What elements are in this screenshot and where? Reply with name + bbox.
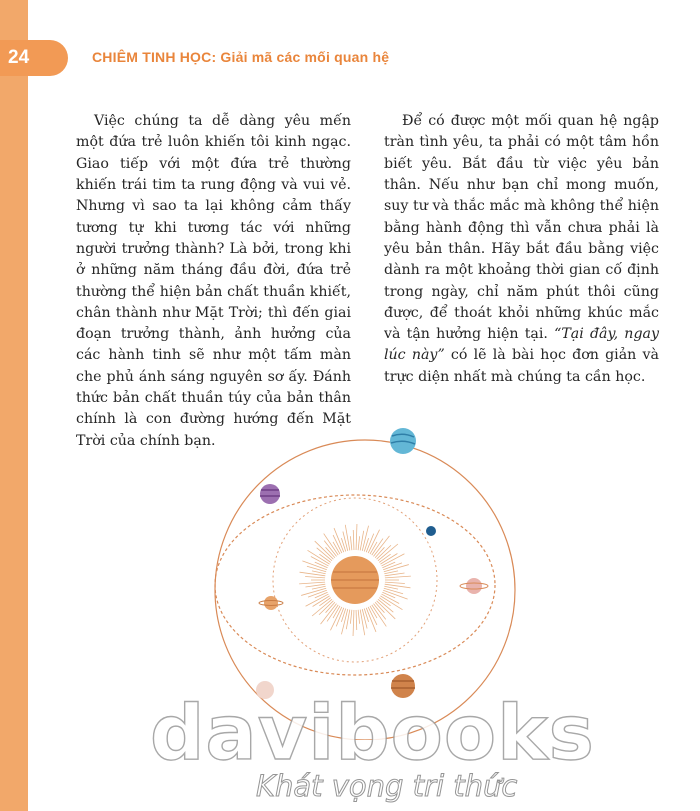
sun-ray <box>356 524 357 550</box>
sun-ray <box>345 525 350 551</box>
body-right-text-end: có lẽ là bài học đơn giản và trực diện nhất mà chúng ta cần học. <box>384 347 659 385</box>
planet-orange-icon <box>259 596 283 610</box>
planet-blue-icon <box>390 428 416 454</box>
planet-purple-icon <box>260 484 280 504</box>
sun-ray <box>360 610 365 636</box>
sun-ray <box>358 536 359 550</box>
sun-ray <box>315 592 328 598</box>
sun-ray <box>377 545 391 559</box>
planet-pink-ringed-icon <box>460 578 488 594</box>
sun-ray <box>356 610 357 630</box>
watermark-logo: davibooks <box>150 688 595 777</box>
sun-ray <box>353 610 354 636</box>
sun-ray <box>330 607 341 630</box>
sun-ray <box>305 577 325 578</box>
sun-ray <box>350 610 351 624</box>
page-number: 24 <box>0 40 68 76</box>
sun-ray <box>319 601 333 615</box>
sun-ray <box>299 582 325 584</box>
sun-ray <box>317 548 332 561</box>
planet-navy-icon <box>426 526 436 536</box>
body-right-text: Để có được một mối quan hệ ngập tràn tình yêu, ta phải có một tâm hồn biết yêu. Bắt đầu từ việc yêu bản thân. Nếu như bạn chỉ mong muốn, suy tư và thắc mắc mà không thể hiện bằng hành động thì vẫn chưa phải là yêu bản thân. Hãy bắt đầu bằng việc dành ra một khoảng thời gian cố định trong ngày, chỉ năm phút thôi cũng được, để thoát khỏi những khúc mắc và tận hưởng hiện tại. <box>384 113 659 343</box>
page-margin-bar <box>0 0 28 811</box>
running-head <box>92 49 389 65</box>
body-column-right <box>384 111 659 388</box>
running-head-subtitle: Giải mã các mối quan hệ <box>220 49 390 65</box>
sun-ray <box>315 562 328 568</box>
sun-ray <box>384 588 403 594</box>
sun-ray <box>307 566 326 572</box>
sun-ray <box>385 582 405 583</box>
running-head-title: CHIÊM TINH HỌC: <box>92 49 217 65</box>
sun-icon <box>331 556 379 604</box>
sun-ray <box>350 536 351 550</box>
watermark-tagline: Khát vọng tri thức <box>256 769 518 803</box>
sun-ray <box>385 576 411 578</box>
sun-ray <box>381 554 404 566</box>
sun-ray <box>382 592 395 598</box>
body-right-italic-quote: “Tại đây, ngay lúc này” <box>384 326 659 364</box>
sun-ray <box>353 530 354 550</box>
sun-ray <box>358 610 359 624</box>
sun-ray <box>306 594 329 606</box>
sun-ray <box>368 530 379 553</box>
sun-ray <box>378 599 393 612</box>
sun-ray <box>382 562 395 568</box>
body-column-left: Việc chúng ta dễ dàng yêu mến một đứa trẻ luôn khiến tôi kinh ngạc. Giao tiếp với một đứa trẻ thường khiến trái tim ta rung động và vui vẻ. Nhưng vì sao ta lại không cảm thấy tương tự khi tương tác với những người trưởng thành? Là bởi, trong khi ở những năm tháng đầu đời, đứa trẻ thường thể hiện bản chất thuần khiết, chân thành như Mặt Trời; thì đến giai đoạn trưởng thành, ảnh hưởng của các hành tinh sẽ như một tấm màn che phủ ánh sáng nguyên sơ ấy. Đánh thức bản chất thuần túy của bản thân chính là con đường hướng đến Mặt Trời của chính bạn. <box>76 113 351 449</box>
